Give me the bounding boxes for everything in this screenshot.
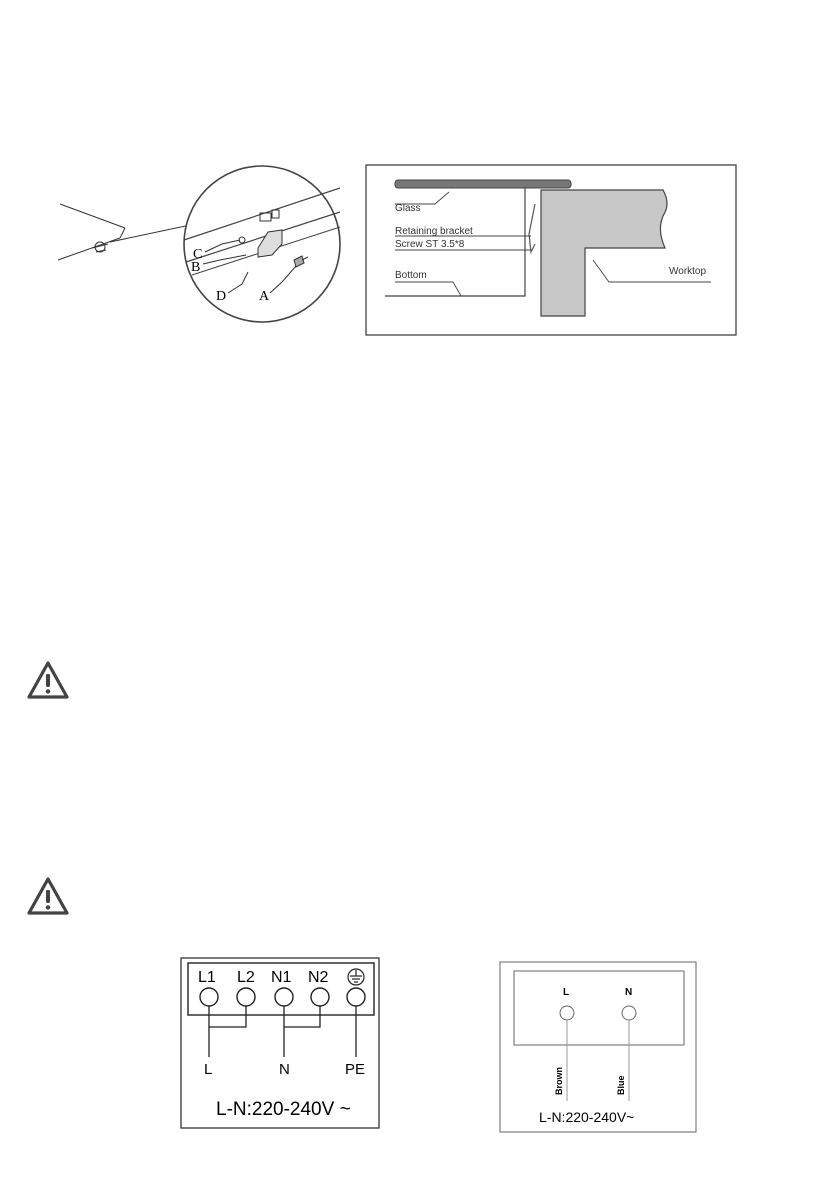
- label-worktop: Worktop: [669, 266, 707, 277]
- hob-corner-sketch: [58, 204, 125, 260]
- warning-icon: [26, 876, 70, 916]
- glass-plate: [395, 180, 571, 188]
- label-bottom: Bottom: [395, 270, 427, 281]
- label-screw: Screw ST 3.5*8: [395, 239, 465, 250]
- label-retaining-bracket: Retaining bracket: [395, 226, 473, 237]
- bracket-detail-figure: [50, 160, 350, 340]
- label-d: D: [216, 289, 227, 304]
- voltage-label: L-N:220-240V~: [539, 1109, 635, 1125]
- label-c: C: [193, 247, 203, 262]
- output-pe-label: PE: [345, 1061, 366, 1078]
- terminal-n1-label: N1: [271, 969, 292, 986]
- label-a: A: [259, 289, 270, 304]
- output-n-label: N: [279, 1061, 290, 1078]
- label-b: B: [191, 260, 201, 275]
- wiring-diagram-single-phase: [499, 961, 697, 1133]
- terminal-n2-label: N2: [308, 969, 329, 986]
- cross-section-figure: [365, 164, 737, 336]
- terminal-n-label: N: [625, 987, 633, 998]
- terminal-l-label: L: [563, 987, 570, 998]
- wiring-diagram-multi-phase: [180, 957, 380, 1129]
- warning-icon: [26, 660, 70, 700]
- terminal-l1-label: L1: [198, 969, 216, 986]
- wire-blue-label: Blue: [616, 1075, 626, 1095]
- label-glass: Glass: [395, 203, 421, 214]
- wire-brown-label: Brown: [554, 1067, 564, 1095]
- output-l-label: L: [204, 1061, 213, 1078]
- terminal-l2-label: L2: [237, 969, 255, 986]
- voltage-label: L-N:220-240V ~: [216, 1099, 351, 1120]
